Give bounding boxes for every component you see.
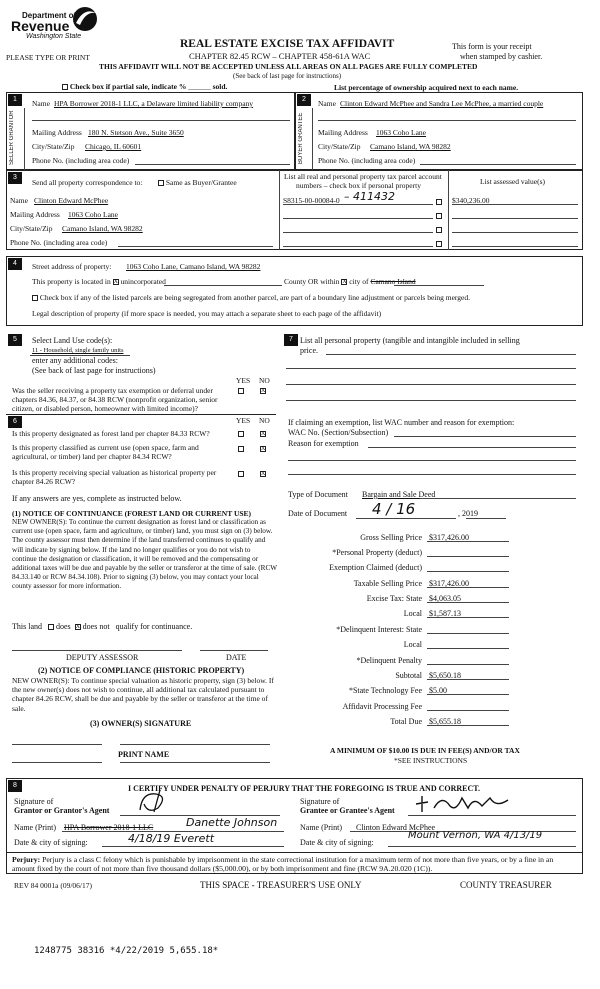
city-struck-value: Camano Island — [370, 277, 416, 286]
excise-state-value[interactable]: $4,063.05 — [429, 594, 461, 603]
grantor-date-handwritten: 4/18/19 Everett — [128, 832, 215, 845]
this-land-label: This land — [12, 622, 42, 631]
land-does-checkbox[interactable] — [48, 624, 54, 630]
grantor-name-handwritten: Danette Johnson — [186, 816, 278, 829]
s2-name-label: Name — [318, 99, 336, 108]
s3-mail-label: Mailing Address — [10, 210, 60, 219]
deputy-date-label: DATE — [226, 653, 247, 662]
delinquent-local-label: Local — [403, 640, 422, 649]
minimum-due-note: A MINIMUM OF $10.00 IS DUE IN FEE(S) AND/OR TAX — [330, 746, 520, 755]
grantee-date-handwritten: Mount Vernon, WA 4/13/19 — [408, 830, 543, 841]
grantee-date-label: Date & city of signing: — [300, 838, 374, 847]
grantee-name-value[interactable]: Clinton Edward McPhee — [356, 823, 436, 832]
parcel-2-personal-checkbox[interactable] — [436, 213, 442, 219]
doc-type-value[interactable]: Bargain and Sale Deed — [362, 490, 436, 499]
personal-property-label1: List all personal property (tangible and intangible included in selling — [300, 336, 520, 345]
section-6-number: 6 — [8, 416, 22, 428]
s6-q3-yes-checkbox[interactable] — [238, 471, 244, 477]
tech-fee-value[interactable]: $5.00 — [429, 686, 447, 695]
doc-year: , 2019 — [458, 509, 478, 518]
parcel-handwritten: – 411432 — [344, 190, 395, 203]
s6-question3: Is this property receiving special valuation as historical property per chapter 84.26 RCW? — [12, 468, 217, 486]
segregated-row — [32, 293, 470, 302]
county-or-label: County OR within — [284, 277, 340, 286]
ownership-note: List percentage of ownership acquired next to each name. — [334, 83, 519, 92]
deputy-assessor-label: DEPUTY ASSESSOR — [66, 653, 139, 662]
s1-city-label: City/State/Zip — [32, 142, 75, 151]
reason-label: Reason for exemption — [288, 439, 359, 448]
print-name-label: PRINT NAME — [118, 750, 170, 759]
s5-q1-no-checkbox[interactable]: X — [261, 388, 266, 395]
s5-yes-header: YES — [236, 376, 251, 385]
segregated-label: Check box if any of the listed parcels are being segregated from another parcel, are part of a boundary line adjustment or parcels being merged. — [39, 293, 470, 302]
delinquent-state-label: *Delinquent Interest: State — [336, 625, 422, 634]
s6-q1-yes-checkbox[interactable] — [238, 431, 244, 437]
s1-phone-label: Phone No. (including area code) — [32, 156, 130, 165]
city-of-label: city of — [349, 277, 369, 286]
unincorporated-checkbox[interactable]: X — [113, 279, 118, 286]
legal-description-label: Legal description of property (if more space is needed, you may attach a separate sheet to each page of the affidavit) — [32, 309, 382, 318]
city-checkbox[interactable]: X — [342, 279, 347, 286]
assessed-header: List assessed value(s) — [480, 177, 545, 186]
notice1-text: NEW OWNER(S): To continue the current designation as forest land or classification as current use (open space, farm and agriculture, or timber) land, you must sign on (3) below. The county assessor must then determine if the land transferred continues to qualify and will indicate by signing below. If the land no longer qualifies or you do not wish to continue the designation or classification, it will be removed and the compensating or additional taxes will be due and payable by the seller or transferor at the time of sale. (RCW 84.33.140 or RCW 84.34.108). Prior to signing (3) below, you may contact your local county assessor for more information. — [12, 518, 277, 591]
seller-side-label: SELLER GRANTOR — [9, 110, 15, 166]
s3-city-value[interactable]: Camano Island, WA 98282 — [62, 224, 143, 233]
s1-mail-label: Mailing Address — [32, 128, 82, 137]
section-4-number: 4 — [8, 258, 22, 270]
s1-city-value[interactable]: Chicago, IL 60601 — [85, 142, 142, 151]
owner-signature-label: (3) OWNER(S) SIGNATURE — [90, 719, 192, 728]
grantee-signature-mark — [412, 790, 512, 816]
form-notice: THIS AFFIDAVIT WILL NOT BE ACCEPTED UNLESS ALL AREAS ON ALL PAGES ARE FULLY COMPLETED — [99, 62, 478, 71]
parcel-4-personal-checkbox[interactable] — [436, 241, 442, 247]
grantee-name-label: Name (Print) — [300, 823, 342, 832]
see-instructions: *SEE INSTRUCTIONS — [394, 756, 468, 765]
assessed-value[interactable]: $340,236.00 — [452, 196, 490, 205]
perjury-text — [12, 855, 578, 874]
partial-sale-label: Check box if partial sale, indicate % — [69, 82, 187, 91]
s5-no-header: NO — [259, 376, 270, 385]
continuance-row — [12, 622, 192, 631]
taxable-value[interactable]: $317,426.00 — [429, 579, 469, 588]
s6-no-header: NO — [259, 416, 270, 425]
exemption-label: If claiming an exemption, list WAC number and reason for exemption: — [288, 418, 515, 427]
parcel-1-personal-checkbox[interactable] — [436, 199, 442, 205]
located-row — [32, 277, 166, 286]
county-treasurer-label: COUNTY TREASURER — [460, 880, 552, 890]
dept-line1: Department of — [22, 11, 77, 20]
s6-question1: Is this property designated as forest land per chapter 84.33 RCW? — [12, 429, 210, 438]
section-1-number: 1 — [8, 94, 22, 106]
s1-name-value[interactable]: HPA Borrower 2018-1 LLC, a Delaware limited liability company — [54, 99, 254, 108]
if-yes-note: If any answers are yes, complete as instructed below. — [12, 494, 182, 503]
land-use-code[interactable]: 11 - Household, single family units — [32, 347, 124, 354]
grantor-name-label: Name (Print) — [14, 823, 56, 832]
affidavit-fee-label: Affidavit Processing Fee — [342, 702, 422, 711]
doc-type-label: Type of Document — [288, 490, 348, 499]
grantor-signature-mark — [134, 788, 184, 816]
partial-sale-row: Check box if partial sale, indicate % ______ sold. — [62, 82, 227, 91]
section-6-box — [6, 414, 276, 415]
same-as-buyer-label: Same as Buyer/Grantee — [165, 178, 237, 187]
s1-name-label: Name — [32, 99, 50, 108]
land-use-label: Select Land Use code(s): — [32, 336, 113, 345]
s3-name-label: Name — [10, 196, 28, 205]
personal-property-label2: price. — [300, 346, 318, 355]
form-title: REAL ESTATE EXCISE TAX AFFIDAVIT — [180, 38, 395, 50]
perjury-label: Perjury: — [12, 855, 41, 864]
personal-property-deduct-label: *Personal Property (deduct) — [332, 548, 422, 557]
perjury-body: Perjury is a class C felony which is punishable by imprisonment in the state correctional institution for a maximum term of not more than five years, or by a fine in an amount fixed by the court of not more than five thousand dollars ($5,000.00), or by both imprisonment and fine (RCW 9A.20.020 (1C)). — [12, 855, 554, 874]
grantee-sig-label1: Signature of — [300, 797, 340, 806]
treasurer-use-only: THIS SPACE - TREASURER'S USE ONLY — [200, 880, 362, 890]
s6-question2: Is this property classified as current use (open space, farm and agricultural, or timber) land per chapter 84.34 RCW? — [12, 443, 199, 461]
s5-q1-yes-checkbox[interactable] — [238, 388, 244, 394]
segregated-checkbox[interactable] — [32, 295, 38, 301]
s3-send-label: Send all property correspondence to: — [32, 178, 143, 187]
grantor-sig-label2: Grantor or Grantor's Agent — [14, 806, 110, 815]
subtotal-label: Subtotal — [395, 671, 422, 680]
s5-question1: Was the seller receiving a property tax exemption or deferral under chapters 84.36, 84.37, or 84.38 RCW (nonprofit organization, senior citizen, or disabled person, homeowner with limited income)? — [12, 386, 218, 413]
treasurer-stamp: 1248775 38316 *4/22/2019 5,655.18* — [34, 946, 219, 956]
notice1-title: (1) NOTICE OF CONTINUANCE (FOREST LAND OR CURRENT USE) — [12, 509, 252, 518]
tech-fee-label: *State Technology Fee — [348, 686, 422, 695]
excise-local-value[interactable]: $1,587.13 — [429, 609, 461, 618]
section-8-number: 8 — [8, 780, 22, 792]
s2-city-label: City/State/Zip — [318, 142, 361, 151]
s2-city-value[interactable]: Camano Island, WA 98282 — [370, 142, 451, 151]
s3-phone-label: Phone No. (including area code) — [10, 238, 108, 247]
s3-name-value[interactable]: Clinton Edward McPhee — [34, 196, 109, 205]
dept-line2: Revenue — [11, 18, 70, 34]
taxable-label: Taxable Selling Price — [353, 579, 422, 588]
parcel-list-header1: List all real and personal property tax parcel account — [284, 172, 442, 181]
qualify-label: qualify for continuance. — [115, 622, 193, 631]
sold-label: sold. — [212, 82, 228, 91]
s6-yes-header: YES — [236, 416, 251, 425]
s6-q1-no-checkbox[interactable]: X — [261, 431, 266, 438]
s2-name-value[interactable]: Clinton Edward McPhee and Sandra Lee McPhee, a married couple — [340, 99, 544, 108]
land-use-see-back: (See back of last page for instructions) — [32, 366, 156, 375]
please-type: PLEASE TYPE OR PRINT — [6, 53, 90, 62]
form-chapter: CHAPTER 82.45 RCW – CHAPTER 458-61A WAC — [189, 51, 371, 61]
land-does-not-checkbox[interactable]: X — [75, 624, 81, 631]
exemption-deduct-label: Exemption Claimed (deduct) — [329, 563, 422, 572]
additional-codes-label: enter any additional codes: — [32, 356, 118, 365]
doc-date-label: Date of Document — [288, 509, 348, 518]
parcel-number[interactable]: S8315-00-00084-0 — [283, 196, 340, 205]
receipt-line1: This form is your receipt — [452, 42, 532, 51]
s3-city-label: City/State/Zip — [10, 224, 53, 233]
s2-mail-label: Mailing Address — [318, 128, 368, 137]
form-revision: REV 84 0001a (09/06/17) — [14, 881, 92, 890]
buyer-side-label: BUYER GRANTEE — [298, 112, 304, 164]
s6-q2-yes-checkbox[interactable] — [238, 446, 244, 452]
street-label: Street address of property: — [32, 262, 112, 271]
certify-statement: I CERTIFY UNDER PENALTY OF PERJURY THAT THE FOREGOING IS TRUE AND CORRECT. — [128, 784, 481, 793]
excise-state-label: Excise Tax: State — [366, 594, 422, 603]
wac-label: WAC No. (Section/Subsection) — [288, 428, 389, 437]
receipt-line2: when stamped by cashier. — [460, 52, 543, 61]
section-5-number: 5 — [8, 334, 22, 346]
grantee-sig-label2: Grantee or Grantee's Agent — [300, 806, 395, 815]
notice2-text: NEW OWNER(S): To continue special valuation as historic property, sign (3) below. If the new owner(s) does not wish to continue, all additional tax calculated pursuant to chapter 84.26 RCW, shall be due and payable by the seller or transferor at the time of sale. — [12, 676, 274, 713]
section-2-number: 2 — [297, 94, 311, 106]
subtotal-value[interactable]: $5,650.18 — [429, 671, 461, 680]
parcel-list-header2: numbers – check box if personal property — [296, 181, 421, 190]
grantor-sig-label1: Signature of — [14, 797, 54, 806]
section-7-number: 7 — [284, 334, 298, 346]
grantor-name-struck: HPA Borrower 2018-1 LLC — [64, 823, 154, 832]
does-label: does — [56, 622, 71, 631]
s2-phone-label: Phone No. (including area code) — [318, 156, 416, 165]
street-value[interactable]: 1063 Coho Lane, Camano Island, WA 98282 — [126, 262, 261, 271]
s2-mail-value[interactable]: 1063 Coho Lane — [376, 128, 426, 137]
section-3-number: 3 — [8, 172, 22, 184]
delinquent-penalty-label: *Delinquent Penalty — [356, 656, 422, 665]
total-due-label: Total Due — [390, 717, 422, 726]
grantor-date-label: Date & city of signing: — [14, 838, 88, 847]
s3-mail-value[interactable]: 1063 Coho Lane — [68, 210, 118, 219]
s6-q3-no-checkbox[interactable]: X — [261, 471, 266, 478]
dept-line3: Washington State — [26, 33, 82, 40]
parcel-3-personal-checkbox[interactable] — [436, 227, 442, 233]
unincorporated-label: unincorporated — [120, 277, 166, 286]
s1-mail-value[interactable]: 180 N. Stetson Ave., Suite 3650 — [88, 128, 184, 137]
notice2-title: (2) NOTICE OF COMPLIANCE (HISTORIC PROPERTY) — [38, 666, 245, 675]
excise-local-label: Local — [403, 609, 422, 618]
s3-same-row — [158, 178, 237, 187]
doc-date-handwritten: 4 / 16 — [372, 500, 416, 518]
same-as-buyer-checkbox[interactable] — [158, 180, 164, 186]
gross-value[interactable]: $317,426.00 — [429, 533, 469, 542]
partial-sale-checkbox[interactable] — [62, 84, 68, 90]
located-label: This property is located in — [32, 277, 111, 286]
gross-label: Gross Selling Price — [360, 533, 422, 542]
see-back: (See back of last page for instructions) — [233, 72, 342, 80]
does-not-label: does not — [82, 622, 110, 631]
s6-q2-no-checkbox[interactable]: X — [261, 446, 266, 453]
total-due-value[interactable]: $5,655.18 — [429, 717, 461, 726]
